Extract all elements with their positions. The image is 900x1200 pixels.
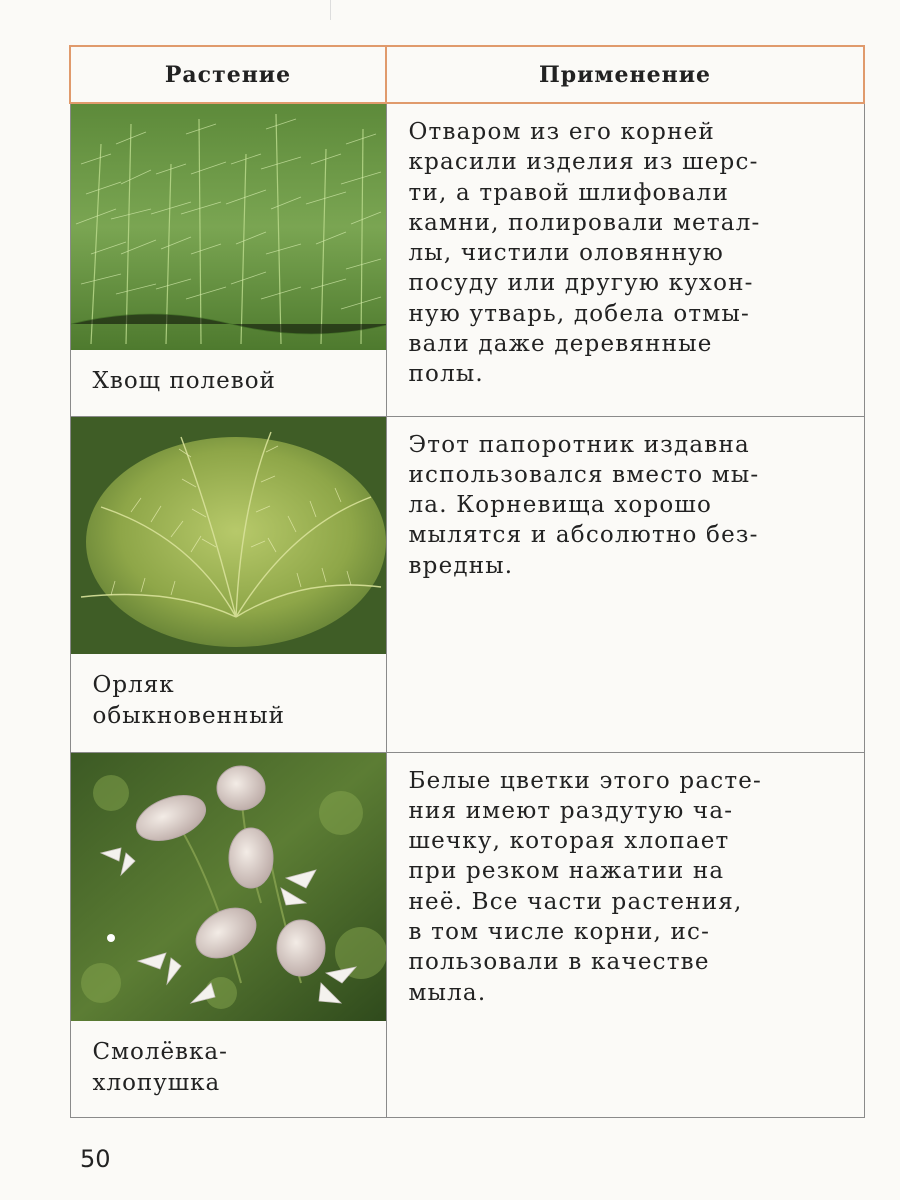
plant-name: Смолёвка-хлопушка [92,1038,228,1096]
use-cell [386,103,864,416]
use-cell [386,416,864,752]
plant-cell [70,416,386,752]
table-header-row [70,46,864,103]
use-cell [386,752,864,1117]
table-row [70,416,864,752]
page-edge-mark [330,0,331,20]
header-use: Применение [386,46,864,103]
plant-cell [70,103,386,416]
header-plant: Растение [70,46,386,103]
bracken-fern-photo [71,417,386,654]
plant-cell [70,752,386,1117]
plant-name: Орляк обыкновенный [92,671,285,729]
page-number: 50 [80,1145,111,1173]
plant-use-text: Отваром из его корней красили изделия из шерс- ти, а травой шлифовали камни, полировали метал- лы, чистили оловянную посуду или другую кухон- ную утварь, добела отмы- вали даже деревянные полы. [408,119,761,388]
table-row [70,752,864,1117]
plants-table [69,45,865,1118]
bladder-campion-photo [71,753,386,1021]
table-row [70,103,864,416]
plant-name: Хвощ полевой [92,368,276,394]
field-horsetail-photo [71,104,386,350]
plant-use-text: Белые цветки этого расте- ния имеют раздутую ча- шечку, которая хлопает при резком нажатии на неё. Все части растения, в том числе корни, ис- пользовали в качестве мыла. [408,767,763,1006]
plant-use-text: Этот папоротник издавна использовался вместо мы- ла. Корневища хорошо мылятся и абсолютно без- вредны. [408,431,760,579]
